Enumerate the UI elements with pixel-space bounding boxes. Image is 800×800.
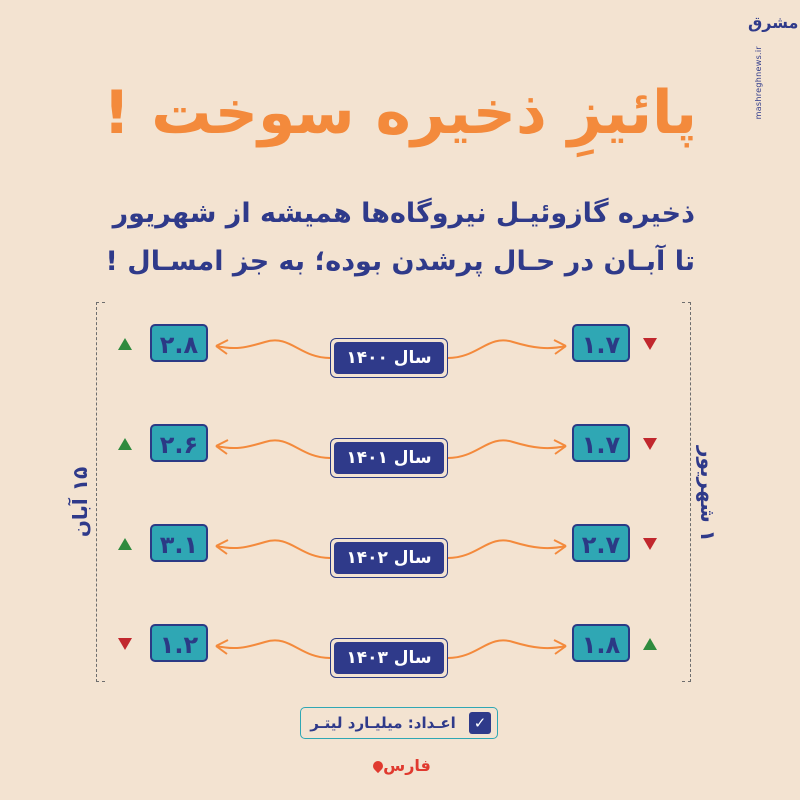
year-label bbox=[330, 338, 448, 378]
start-date-label: ۱ شهریور bbox=[696, 445, 720, 542]
comparison-row bbox=[0, 424, 800, 484]
year-label-text: سال ۱۴۰۰ bbox=[334, 342, 444, 374]
triangle-up-icon bbox=[643, 638, 657, 650]
comparison-row bbox=[0, 524, 800, 584]
footer-brand bbox=[365, 756, 435, 778]
year-label-text: سال ۱۴۰۲ bbox=[334, 542, 444, 574]
triangle-up-icon bbox=[118, 438, 132, 450]
start-value: ۱.۸ bbox=[572, 624, 630, 662]
year-label-text: سال ۱۴۰۳ bbox=[334, 642, 444, 674]
watermark-url: mashreghnews.ir bbox=[754, 46, 763, 120]
year-label-text: سال ۱۴۰۱ bbox=[334, 442, 444, 474]
triangle-down-icon bbox=[643, 538, 657, 550]
year-label bbox=[330, 538, 448, 578]
unit-note-text: اعـداد: میلیـارد لیتـر bbox=[310, 714, 456, 732]
end-value: ۲.۶ bbox=[150, 424, 208, 462]
subtitle bbox=[95, 190, 695, 286]
triangle-down-icon bbox=[118, 638, 132, 650]
start-value: ۱.۷ bbox=[572, 324, 630, 362]
end-value: ۳.۱ bbox=[150, 524, 208, 562]
check-icon: ✓ bbox=[469, 712, 491, 734]
page-title: پائیزِ ذخیره سوخت ! bbox=[102, 78, 698, 148]
end-date-label: ۱۵ آبان bbox=[68, 466, 92, 538]
end-value: ۲.۸ bbox=[150, 324, 208, 362]
triangle-up-icon bbox=[118, 338, 132, 350]
watermark-logo: مشرق bbox=[748, 13, 799, 32]
triangle-down-icon bbox=[643, 438, 657, 450]
unit-note bbox=[300, 707, 498, 739]
triangle-down-icon bbox=[643, 338, 657, 350]
triangle-up-icon bbox=[118, 538, 132, 550]
start-value: ۱.۷ bbox=[572, 424, 630, 462]
footer-brand-text: فارس bbox=[383, 756, 431, 775]
end-value: ۱.۲ bbox=[150, 624, 208, 662]
comparison-row bbox=[0, 324, 800, 384]
comparison-row bbox=[0, 624, 800, 684]
start-value: ۲.۷ bbox=[572, 524, 630, 562]
year-label bbox=[330, 638, 448, 678]
subtitle-line-1: ذخیره گازوئیـل نیروگاه‌ها همیشه از شهریور bbox=[112, 198, 695, 229]
subtitle-line-2: تا آبـان در حـال پرشدن بوده؛ به جز امسـال ! bbox=[105, 246, 695, 277]
year-label bbox=[330, 438, 448, 478]
